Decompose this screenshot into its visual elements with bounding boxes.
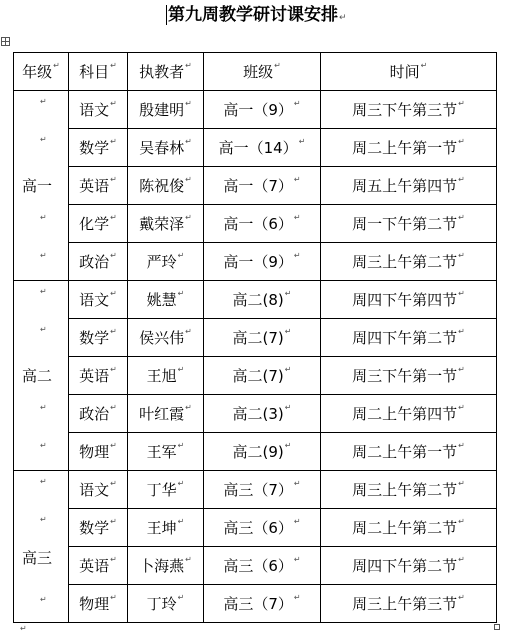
header-grade: 年级↵ — [14, 53, 69, 91]
time-cell: 周二上午第四节↵ — [321, 395, 497, 433]
class-cell: 高二(7)↵ — [204, 319, 321, 357]
class-cell: 高三（7）↵ — [204, 471, 321, 509]
subject-cell: 物理↵ — [69, 585, 128, 623]
subject-cell: 语文↵ — [69, 91, 128, 129]
class-cell: 高一（7）↵ — [204, 167, 321, 205]
subject-cell: 化学↵ — [69, 205, 128, 243]
grade-cell: ↵ ↵ 高二 ↵ ↵ — [14, 281, 69, 471]
teacher-cell: 吴春林↵ — [128, 129, 204, 167]
table-row — [14, 471, 497, 509]
time-cell: 周二上午第一节↵ — [321, 129, 497, 167]
class-cell: 高一（14）↵ — [204, 129, 321, 167]
time-cell: 周三上午第二节↵ — [321, 471, 497, 509]
header-class: 班级↵ — [204, 53, 321, 91]
teacher-cell: 丁华↵ — [128, 471, 204, 509]
time-cell: 周三上午第三节↵ — [321, 585, 497, 623]
grade-cell: ↵ ↵ 高一 ↵ ↵ — [14, 91, 69, 281]
time-cell: 周二上午第一节↵ — [321, 433, 497, 471]
schedule-table — [13, 52, 497, 623]
subject-cell: 数学↵ — [69, 129, 128, 167]
teacher-cell: 王军↵ — [128, 433, 204, 471]
class-cell: 高二(9)↵ — [204, 433, 321, 471]
table-row — [14, 357, 497, 395]
header-time: 时间↵ — [321, 53, 497, 91]
subject-cell: 英语↵ — [69, 547, 128, 585]
table-row — [14, 433, 497, 471]
table-resize-handle-icon[interactable] — [494, 624, 500, 630]
time-cell: 周三下午第一节↵ — [321, 357, 497, 395]
teacher-cell: 陈祝俊↵ — [128, 167, 204, 205]
document-title — [168, 2, 347, 28]
table-row — [14, 585, 497, 623]
subject-cell: 语文↵ — [69, 471, 128, 509]
subject-cell: 数学↵ — [69, 319, 128, 357]
table-row — [14, 205, 497, 243]
subject-cell: 物理↵ — [69, 433, 128, 471]
subject-cell: 英语↵ — [69, 357, 128, 395]
time-cell: 周二上午第二节↵ — [321, 509, 497, 547]
paragraph-mark: ↵ — [339, 13, 347, 23]
teacher-cell: 王坤↵ — [128, 509, 204, 547]
table-row — [14, 91, 497, 129]
class-cell: 高二(8)↵ — [204, 281, 321, 319]
teacher-cell: 戴荣泽↵ — [128, 205, 204, 243]
table-row — [14, 243, 497, 281]
subject-cell: 数学↵ — [69, 509, 128, 547]
table-row — [14, 395, 497, 433]
time-cell: 周四下午第二节↵ — [321, 547, 497, 585]
time-cell: 周五上午第四节↵ — [321, 167, 497, 205]
table-row — [14, 319, 497, 357]
grade-label: 高三 — [22, 549, 53, 567]
teacher-cell: 殷建明↵ — [128, 91, 204, 129]
teacher-cell: 王旭↵ — [128, 357, 204, 395]
class-cell: 高一（6）↵ — [204, 205, 321, 243]
class-cell: 高二(3)↵ — [204, 395, 321, 433]
grade-cell: ↵ ↵ 高三 ↵ — [14, 471, 69, 623]
class-cell: 高一（9）↵ — [204, 91, 321, 129]
time-cell: 周四下午第二节↵ — [321, 319, 497, 357]
class-cell: 高一（9）↵ — [204, 243, 321, 281]
table-row — [14, 281, 497, 319]
table-row — [14, 509, 497, 547]
header-row — [14, 53, 497, 91]
class-cell: 高三（7）↵ — [204, 585, 321, 623]
table-move-handle-icon[interactable] — [1, 37, 10, 46]
class-cell: 高三（6）↵ — [204, 509, 321, 547]
teacher-cell: 丁玲↵ — [128, 585, 204, 623]
time-cell: 周三下午第三节↵ — [321, 91, 497, 129]
teacher-cell: 侯兴伟↵ — [128, 319, 204, 357]
teacher-cell: 叶红霞↵ — [128, 395, 204, 433]
table-row — [14, 547, 497, 585]
header-subject: 科目↵ — [69, 53, 128, 91]
teacher-cell: 卜海燕↵ — [128, 547, 204, 585]
grade-label: 高一 — [22, 177, 53, 195]
teacher-cell: 严玲↵ — [128, 243, 204, 281]
subject-cell: 语文↵ — [69, 281, 128, 319]
table-row — [14, 167, 497, 205]
grade-label: 高二 — [22, 367, 53, 385]
subject-cell: 英语↵ — [69, 167, 128, 205]
text-cursor — [166, 5, 167, 25]
table-row — [14, 129, 497, 167]
paragraph-mark: ↵ — [20, 624, 27, 633]
subject-cell: 政治↵ — [69, 243, 128, 281]
class-cell: 高二(7)↵ — [204, 357, 321, 395]
teacher-cell: 姚慧↵ — [128, 281, 204, 319]
subject-cell: 政治↵ — [69, 395, 128, 433]
title-text: 第九周教学研讨课安排 — [168, 5, 338, 25]
class-cell: 高三（6）↵ — [204, 547, 321, 585]
time-cell: 周三上午第二节↵ — [321, 243, 497, 281]
time-cell: 周一下午第二节↵ — [321, 205, 497, 243]
time-cell: 周四下午第四节↵ — [321, 281, 497, 319]
header-teacher: 执教者↵ — [128, 53, 204, 91]
